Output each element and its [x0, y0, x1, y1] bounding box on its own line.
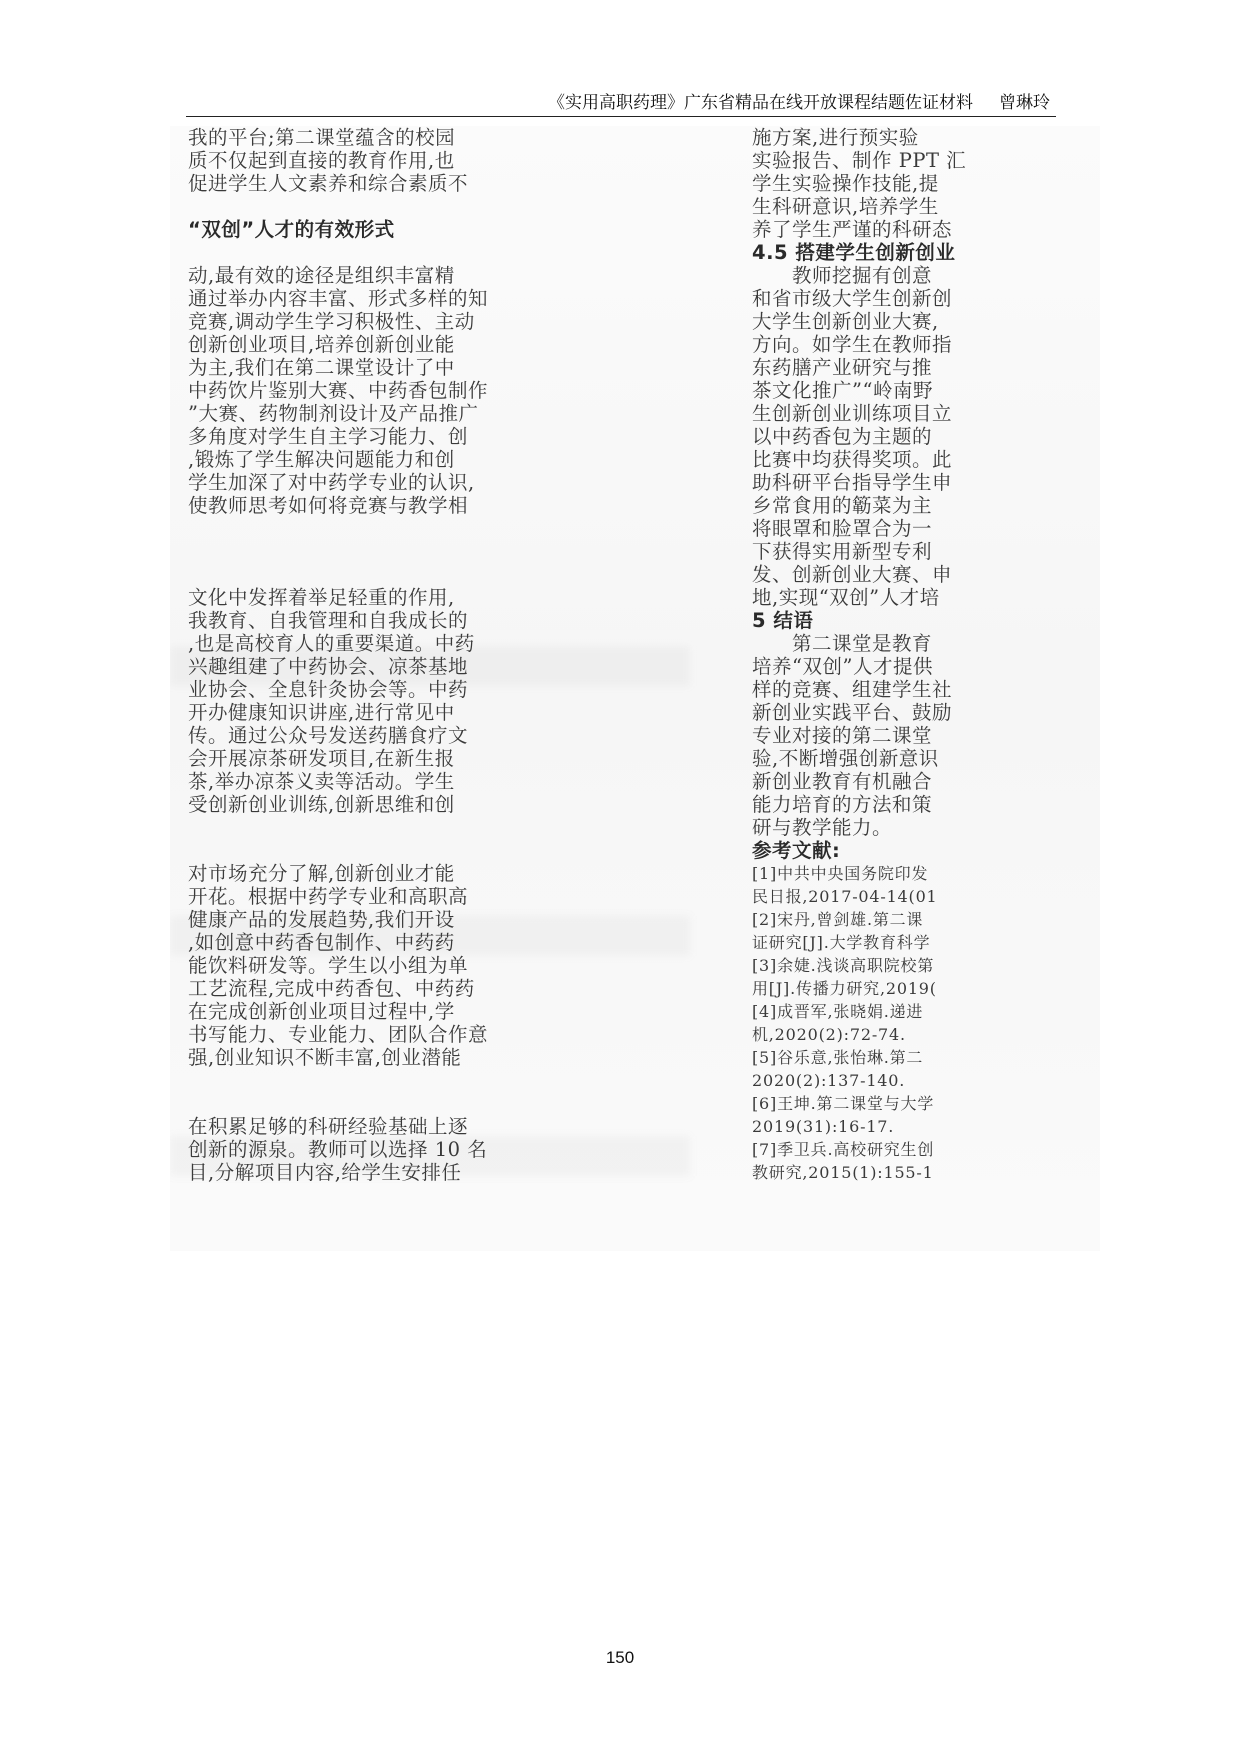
right_column-line: 教研究,2015(1):155-1: [752, 1163, 934, 1182]
left_column-line: 多角度对学生自主学习能力、创: [188, 425, 469, 448]
left_column-line: 受创新创业训练,创新思维和创: [188, 793, 455, 816]
right_column-line: 东药膳产业研究与推: [752, 356, 933, 379]
left_column-line: 我的平台;第二课堂蕴含的校园: [188, 126, 456, 149]
left_column-line: [188, 517, 678, 540]
right_column-line: [4]成晋军,张晓娟.递进: [752, 1002, 924, 1021]
right_column-line: 以中药香包为主题的: [752, 425, 933, 448]
left_column-line: ,如创意中药香包制作、中药药: [188, 931, 455, 954]
right_column-line: 民日报,2017-04-14(01: [752, 887, 938, 906]
right_column-line: 学生实验操作技能,提: [752, 172, 939, 195]
right_column-line: 5 结语: [752, 609, 814, 632]
right_column-line: 生科研意识,培养学生: [752, 195, 939, 218]
left_column-line: 学生加深了对中药学专业的认识,: [188, 471, 475, 494]
right_column-line: 新创业实践平台、鼓励: [752, 701, 953, 724]
right_column-line: 助科研平台指导学生申: [752, 471, 953, 494]
left_column-line: 促进学生人文素养和综合素质不: [188, 172, 469, 195]
left_column-line: 动,最有效的途径是组织丰富精: [188, 264, 455, 287]
left_column-line: [188, 241, 678, 264]
right_column-line: 4.5 搭建学生创新创业: [752, 241, 956, 264]
left_column-line: 在积累足够的科研经验基础上逐: [188, 1115, 469, 1138]
right_column-line: 施方案,进行预实验: [752, 126, 919, 149]
left_column-line: ,锻炼了学生解决问题能力和创: [188, 448, 455, 471]
left_column-line: 目,分解项目内容,给学生安排任: [188, 1161, 462, 1184]
scanned-article-image: [170, 126, 1100, 1251]
left_column-line: 为主,我们在第二课堂设计了中: [188, 356, 455, 379]
header-author: 曾琳玲: [999, 93, 1050, 113]
right_column-line: 下获得实用新型专利: [752, 540, 933, 563]
left_column-line: 在完成创新创业项目过程中,学: [188, 1000, 455, 1023]
right_column-line: 方向。如学生在教师指: [752, 333, 953, 356]
right_column-line: [5]谷乐意,张怡琳.第二: [752, 1048, 924, 1067]
right_column-line: [6]王坤.第二课堂与大学: [752, 1094, 935, 1113]
right_column-line: 地,实现“双创”人才培: [752, 586, 940, 609]
left_column-line: 质不仅起到直接的教育作用,也: [188, 149, 455, 172]
right_column-line: 生创新创业训练项目立: [752, 402, 953, 425]
left_column-line: 我教育、自我管理和自我成长的: [188, 609, 469, 632]
left_column-line: [188, 816, 678, 839]
left_column-line: ”大赛、药物制剂设计及产品推广: [188, 402, 479, 425]
left_column-line: [188, 839, 678, 862]
right_column-line: 乡常食用的簕菜为主: [752, 494, 933, 517]
right_column-line: [3]余婕.浅谈高职院校第: [752, 956, 935, 975]
left_column-line: 业协会、全息针灸协会等。中药: [188, 678, 469, 701]
left_column-line: ,也是高校育人的重要渠道。中药: [188, 632, 475, 655]
left_column-line: [188, 1092, 678, 1115]
left_column-line: 通过举办内容丰富、形式多样的知: [188, 287, 489, 310]
left_column-line: 文化中发挥着举足轻重的作用,: [188, 586, 455, 609]
right_column-line: 茶文化推广”“岭南野: [752, 379, 933, 402]
left_column-line: 能饮料研发等。学生以小组为单: [188, 954, 469, 977]
header-title: 《实用高职药理》广东省精品在线开放课程结题佐证材料: [548, 93, 973, 113]
left_column-line: 创新的源泉。教师可以选择 10 名: [188, 1138, 488, 1161]
left_column-line: 开花。根据中药学专业和高职高: [188, 885, 469, 908]
right_column-line: 机,2020(2):72-74.: [752, 1025, 906, 1044]
right_column-line: 参考文献:: [752, 839, 841, 862]
left_column-line: “双创”人才的有效形式: [188, 218, 395, 241]
right_column-line: 能力培育的方法和策: [752, 793, 933, 816]
right_column-line: [2]宋丹,曾剑雄.第二课: [752, 910, 924, 929]
left_column-line: 竞赛,调动学生学习积极性、主动: [188, 310, 475, 333]
page-header: [186, 84, 1056, 117]
right_column-line: 培养“双创”人才提供: [752, 655, 933, 678]
left_column-line: 传。通过公众号发送药膳食疗文: [188, 724, 469, 747]
right_column-line: 证研究[J].大学教育科学: [752, 933, 931, 952]
left_column-line: [188, 563, 678, 586]
right_column-line: 养了学生严谨的科研态: [752, 218, 953, 241]
left_column-line: 开办健康知识讲座,进行常见中: [188, 701, 455, 724]
left_column-line: 茶,举办凉茶义卖等活动。学生: [188, 770, 455, 793]
right_column-line: 研与教学能力。: [752, 816, 893, 839]
left_column-line: 工艺流程,完成中药香包、中药药: [188, 977, 475, 1000]
left_column-line: [188, 540, 678, 563]
right_column-line: 实验报告、制作 PPT 汇: [752, 149, 967, 172]
left_column-line: 兴趣组建了中药协会、凉茶基地: [188, 655, 469, 678]
header-text: [548, 88, 1050, 113]
left_column-line: 对市场充分了解,创新创业才能: [188, 862, 455, 885]
page-number: 150: [605, 1648, 635, 1667]
right_column-line: 样的竞赛、组建学生社: [752, 678, 953, 701]
right_column-line: 将眼罩和脸罩合为一: [752, 517, 933, 540]
left_column-line: 会开展凉茶研发项目,在新生报: [188, 747, 455, 770]
right_column-line: 验,不断增强创新意识: [752, 747, 939, 770]
right_column-line: 2020(2):137-140.: [752, 1071, 906, 1090]
right_column-line: 发、创新创业大赛、申: [752, 563, 953, 586]
right_column-line: 用[J].传播力研究,2019(: [752, 979, 937, 998]
right_column-line: 比赛中均获得奖项。此: [752, 448, 953, 471]
right_column-line: 新创业教育有机融合: [752, 770, 933, 793]
left_column-line: 书写能力、专业能力、团队合作意: [188, 1023, 489, 1046]
left_column-line: [188, 195, 678, 218]
left_column-line: 健康产品的发展趋势,我们开设: [188, 908, 455, 931]
right_column-line: 第二课堂是教育: [792, 632, 933, 655]
right_column-line: 大学生创新创业大赛,: [752, 310, 939, 333]
right_column-line: 2019(31):16-17.: [752, 1117, 895, 1136]
right-text-column: [752, 126, 1082, 1184]
right_column-line: 和省市级大学生创新创: [752, 287, 953, 310]
right_column-line: 教师挖掘有创意: [792, 264, 933, 287]
left_column-line: [188, 1069, 678, 1092]
left_column-line: 使教师思考如何将竞赛与教学相: [188, 494, 469, 517]
right_column-line: [7]季卫兵.高校研究生创: [752, 1140, 935, 1159]
left-text-column: [188, 126, 678, 1184]
right_column-line: 专业对接的第二课堂: [752, 724, 933, 747]
left_column-line: 创新创业项目,培养创新创业能: [188, 333, 455, 356]
right_column-line: [1]中共中央国务院印发: [752, 864, 929, 883]
left_column-line: 强,创业知识不断丰富,创业潜能: [188, 1046, 462, 1069]
left_column-line: 中药饮片鉴别大赛、中药香包制作: [188, 379, 489, 402]
